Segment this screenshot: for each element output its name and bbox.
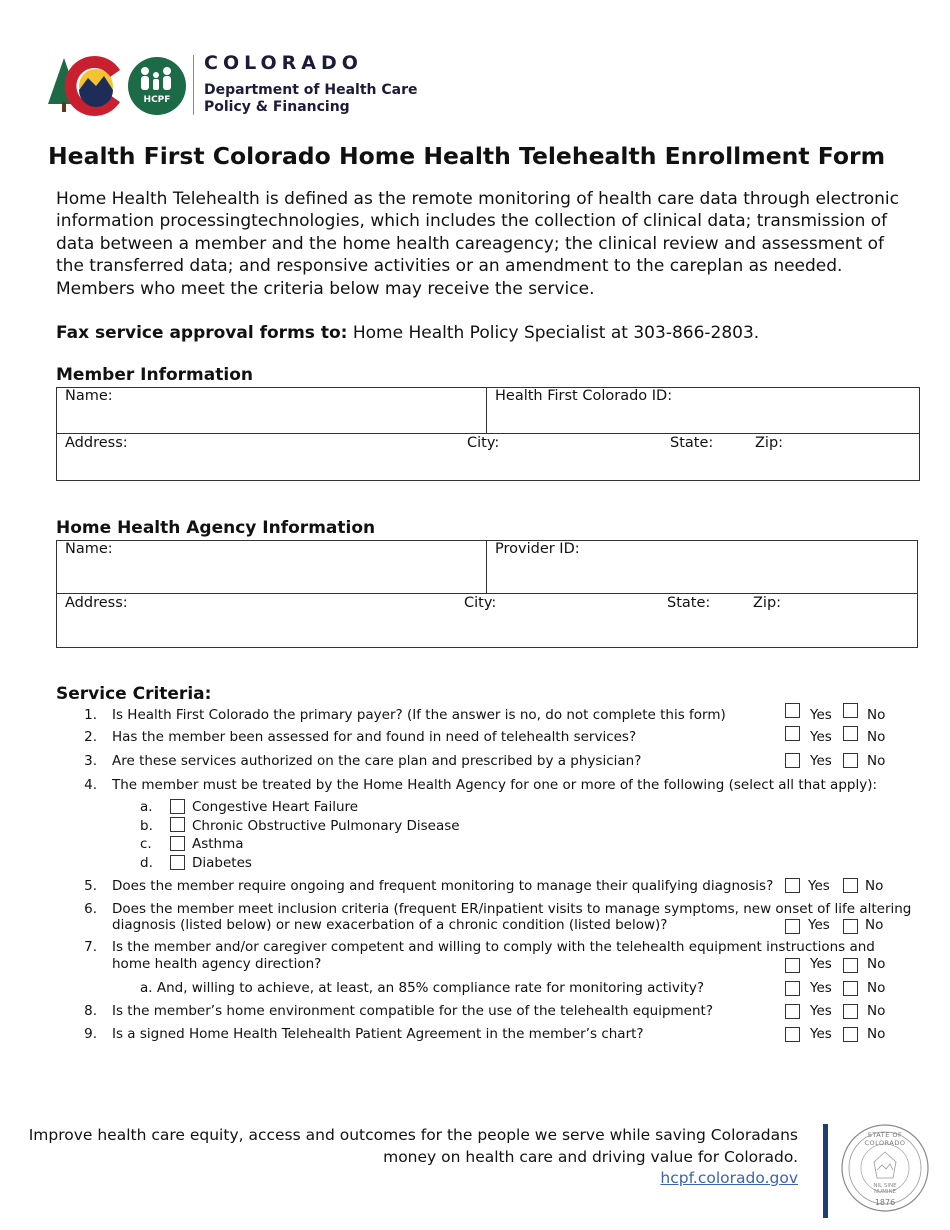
q8-no-label: No: [867, 1003, 886, 1019]
q4c-label: Asthma: [192, 836, 244, 852]
q2-yes-checkbox[interactable]: [785, 726, 800, 741]
q4a-letter: a.: [140, 799, 153, 815]
q4d-checkbox[interactable]: [170, 855, 185, 870]
q2-text: Has the member been assessed for and found in need of telehealth services?: [112, 729, 637, 745]
agency-state-field[interactable]: State:: [667, 595, 711, 611]
department-name: [204, 82, 418, 116]
q6-text-line1: Does the member meet inclusion criteria (frequent ER/inpatient visits to manage symptoms, new onset of life altering: [112, 901, 912, 917]
q7-yes-label: Yes: [810, 956, 832, 972]
member-info-heading: Member Information: [56, 365, 253, 385]
state-seal-icon: [840, 1122, 930, 1214]
agency-row-divider: [56, 593, 918, 594]
q4c-checkbox[interactable]: [170, 836, 185, 851]
member-zip-field[interactable]: Zip:: [755, 435, 784, 451]
q9-yes-label: Yes: [810, 1026, 832, 1042]
member-col-divider: [486, 387, 487, 434]
q6-no-checkbox[interactable]: [843, 919, 858, 934]
q1-number: 1.: [84, 707, 97, 723]
q6-yes-label: Yes: [808, 917, 830, 933]
member-info-table: [56, 387, 920, 481]
agency-city-field[interactable]: City:: [464, 595, 497, 611]
q7a-text: a. And, willing to achieve, at least, an 85% compliance rate for monitoring activity?: [140, 980, 705, 996]
member-state-field[interactable]: State:: [670, 435, 714, 451]
q3-yes-label: Yes: [810, 753, 832, 769]
q4c-letter: c.: [140, 836, 152, 852]
q3-number: 3.: [84, 753, 97, 769]
q3-text: Are these services authorized on the care plan and prescribed by a physician?: [112, 753, 642, 769]
q6-yes-checkbox[interactable]: [785, 919, 800, 934]
q7-text-line1: Is the member and/or caregiver competent and willing to comply with the telehealth equipment instructions and: [112, 939, 875, 955]
footer-website-link[interactable]: hcpf.colorado.gov: [660, 1169, 798, 1187]
q4-text: The member must be treated by the Home Health Agency for one or more of the following (select all that apply):: [112, 777, 878, 793]
q5-no-label: No: [865, 878, 884, 894]
seal-motto: NIL SINE NUMINE: [873, 1183, 897, 1195]
q7a-no-label: No: [867, 980, 886, 996]
seal-year: 1876: [874, 1198, 896, 1207]
footer-accent-bar: [823, 1124, 828, 1218]
q6-text-line2: diagnosis (listed below) or new exacerbation of a chronic condition (listed below)?: [112, 917, 668, 933]
q6-no-label: No: [865, 917, 884, 933]
q1-text: Is Health First Colorado the primary payer? (If the answer is no, do not complete this form): [112, 707, 726, 723]
member-name-field[interactable]: Name:: [65, 388, 113, 404]
q2-no-label: No: [867, 729, 886, 745]
footer-line-2: money on health care and driving value for Colorado.: [383, 1147, 798, 1166]
page-title: Health First Colorado Home Health Telehealth Enrollment Form: [48, 142, 886, 170]
q1-no-label: No: [867, 707, 886, 723]
member-id-field[interactable]: Health First Colorado ID:: [495, 388, 673, 404]
agency-info-table: [56, 540, 918, 648]
q4b-letter: b.: [140, 818, 153, 834]
q1-no-checkbox[interactable]: [843, 703, 858, 718]
agency-zip-field[interactable]: Zip:: [753, 595, 782, 611]
q2-no-checkbox[interactable]: [843, 726, 858, 741]
intro-paragraph: Home Health Telehealth is defined as the remote monitoring of health care data through electronic information processingtechnologies, which includes the collection of clinical data; transmission of data between a member and the home health careagency; the clinical review and assessment of the transferred data; and responsive activities or an amendment to the careplan as needed. Members who meet the criteria below may receive the service.: [56, 189, 899, 299]
q7a-no-checkbox[interactable]: [843, 981, 858, 996]
q8-number: 8.: [84, 1003, 97, 1019]
state-name: COLORADO: [204, 52, 363, 74]
footer-line-1: Improve health care equity, access and outcomes for the people we serve while saving Coloradans: [28, 1126, 798, 1144]
q2-number: 2.: [84, 729, 97, 745]
q4d-label: Diabetes: [192, 855, 252, 871]
member-row-divider: [56, 433, 920, 434]
department-line-1: Department of Health Care: [204, 82, 418, 98]
badge-text: HCPF: [143, 95, 171, 105]
q7a-yes-checkbox[interactable]: [785, 981, 800, 996]
q4a-checkbox[interactable]: [170, 799, 185, 814]
fax-text: Home Health Policy Specialist at 303-866-2803.: [347, 323, 760, 343]
q7a-yes-label: Yes: [810, 980, 832, 996]
fax-label: Fax service approval forms to:: [56, 323, 348, 343]
agency-address-field[interactable]: Address:: [65, 595, 128, 611]
q4b-label: Chronic Obstructive Pulmonary Disease: [192, 818, 460, 834]
agency-info-heading: Home Health Agency Information: [56, 518, 376, 538]
q9-number: 9.: [84, 1026, 97, 1042]
family-icon: [134, 66, 178, 96]
footer-mission: [29, 1125, 798, 1190]
q7-no-checkbox[interactable]: [843, 958, 858, 973]
q9-text: Is a signed Home Health Telehealth Patient Agreement in the member’s chart?: [112, 1026, 644, 1042]
agency-name-field[interactable]: Name:: [65, 541, 113, 557]
q5-no-checkbox[interactable]: [843, 878, 858, 893]
service-criteria-heading: Service Criteria:: [56, 684, 212, 704]
q8-text: Is the member’s home environment compatible for the use of the telehealth equipment?: [112, 1003, 714, 1019]
q7-text-line2: home health agency direction?: [112, 956, 322, 972]
q5-yes-label: Yes: [808, 878, 830, 894]
q8-no-checkbox[interactable]: [843, 1004, 858, 1019]
member-city-field[interactable]: City:: [467, 435, 500, 451]
q5-number: 5.: [84, 878, 97, 894]
q9-no-checkbox[interactable]: [843, 1027, 858, 1042]
q1-yes-label: Yes: [810, 707, 832, 723]
q9-yes-checkbox[interactable]: [785, 1027, 800, 1042]
q6-number: 6.: [84, 901, 97, 917]
q7-no-label: No: [867, 956, 886, 972]
q8-yes-checkbox[interactable]: [785, 1004, 800, 1019]
q3-yes-checkbox[interactable]: [785, 753, 800, 768]
q2-yes-label: Yes: [810, 729, 832, 745]
q9-no-label: No: [867, 1026, 886, 1042]
agency-col-divider: [486, 540, 487, 594]
department-line-2: Policy & Financing: [204, 99, 350, 115]
q7-number: 7.: [84, 939, 97, 955]
brand-divider: [193, 55, 194, 115]
q4a-label: Congestive Heart Failure: [192, 799, 359, 815]
q8-yes-label: Yes: [810, 1003, 832, 1019]
q7-yes-checkbox[interactable]: [785, 958, 800, 973]
q4b-checkbox[interactable]: [170, 817, 185, 832]
q3-no-label: No: [867, 753, 886, 769]
q4-number: 4.: [84, 777, 97, 793]
fax-instructions: [56, 323, 759, 343]
seal-top-text: STATE OF COLORADO: [864, 1131, 906, 1147]
q4d-letter: d.: [140, 855, 153, 871]
q3-no-checkbox[interactable]: [843, 753, 858, 768]
member-address-field[interactable]: Address:: [65, 435, 128, 451]
q5-text: Does the member require ongoing and frequent monitoring to manage their qualifying diagnosis?: [112, 878, 774, 894]
agency-provider-id-field[interactable]: Provider ID:: [495, 541, 580, 557]
q5-yes-checkbox[interactable]: [785, 878, 800, 893]
q1-yes-checkbox[interactable]: [785, 703, 800, 718]
